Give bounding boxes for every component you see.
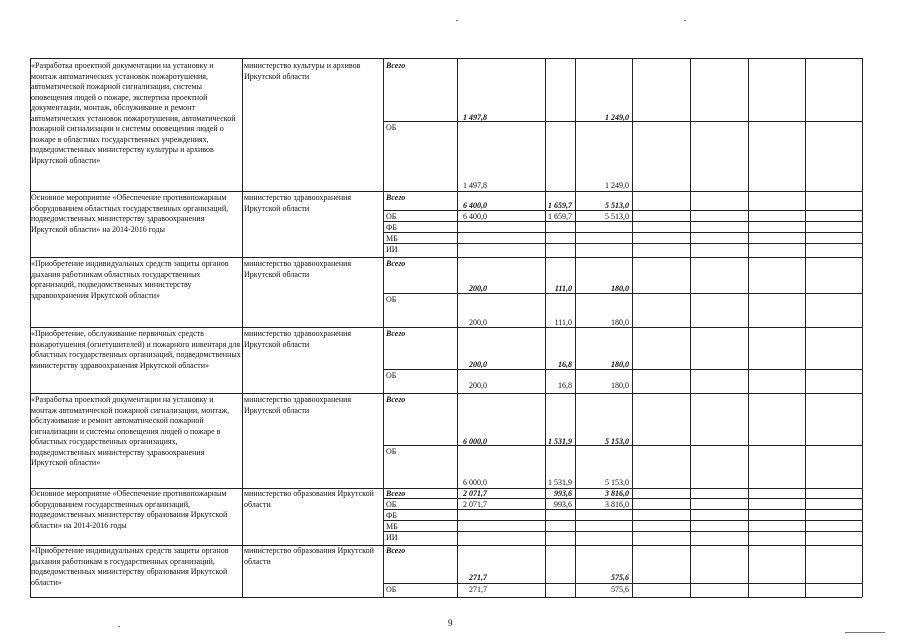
value-cell: 180,0: [611, 318, 629, 327]
row-description: «Приобретение индивидуальных средств защиты органов дыхания работникам в государственных организаций, подведомственных министерству образования Иркутской области»: [31, 546, 229, 587]
value-cell: 993,6: [554, 500, 572, 509]
row-line-label: ОБ: [386, 123, 397, 132]
value-cell: 1 249,0: [605, 113, 629, 122]
value-cell: 5 513,0: [605, 212, 629, 221]
grid-vline: [862, 58, 863, 597]
row-line-label: МБ: [386, 234, 398, 243]
row-description: «Приобретение, обслуживание первичных средств пожаротушения (огнетушителей) и пожарного инвентаря для областных государственных организаций, подведомственных министерству здравоохранения Иркутской области»: [31, 329, 241, 370]
value-cell: 180,0: [611, 381, 629, 390]
row-executor: министерство здравоохранения Иркутской области: [244, 259, 352, 279]
grid-hline: [383, 520, 862, 521]
row-line-label: ОБ: [386, 585, 397, 594]
row-line-label: Всего: [386, 259, 406, 268]
value-cell: 6 400,0: [463, 201, 487, 210]
row-executor: министерство образования Иркутской области: [244, 489, 374, 509]
value-cell: 1 659,7: [548, 201, 572, 210]
value-cell: 3 816,0: [605, 500, 629, 509]
row-executor: министерство образования Иркутской области: [244, 546, 374, 566]
value-cell: 1 531,9: [548, 437, 572, 446]
row-line-label: Всего: [386, 546, 406, 555]
value-cell: 6 000,0: [463, 478, 487, 487]
row-executor: министерство здравоохранения Иркутской области: [244, 329, 352, 349]
row-line-label: ОБ: [386, 371, 397, 380]
value-cell: 200,0: [469, 318, 487, 327]
value-cell: 1 497,8: [463, 113, 487, 122]
grid-hline: [30, 191, 862, 192]
value-cell: 16,8: [558, 381, 572, 390]
grid-hline: [30, 597, 862, 598]
scan-speck: [684, 20, 686, 21]
row-description: «Разработка проектной документации на установку и монтаж автоматической пожарной сигнализации, монтаж, обслуживание и ремонт автоматической пожарной сигнализации и системы оповещения людей о пожаре в областных государственных организациях, подведомственных министерству здравоохранения Иркутской области»: [31, 395, 230, 467]
row-description: Основное мероприятие «Обеспечение противопожарным оборудованием областных государственных организаций, подведомственных министерству здравоохранения Иркутской области» на 2014-2016 годы: [31, 193, 229, 234]
value-cell: 1 531,9: [548, 478, 572, 487]
row-executor: министерство культуры и архивов Иркутской области: [244, 61, 361, 81]
value-cell: 5 513,0: [605, 201, 629, 210]
row-line-label: ИИ: [386, 533, 398, 542]
row-description: «Разработка проектной документации на установку и монтаж автоматических установок пожаротушения, автоматической пожарной сигнализации, системы оповещения людей о пожаре, экспертиза проектной документации, монтаж, обслуживание и ремонт автоматических установок пожаротушения, автоматической пожарной сигнализации и системы оповещения людей о пожаре в областных государственных учреждениях, подведомственных министерству культуры и архивов Иркутской области»: [31, 61, 236, 165]
row-line-label: МБ: [386, 522, 398, 531]
grid-hline: [383, 232, 862, 233]
scan-speck: [456, 20, 458, 21]
grid-hline: [30, 257, 862, 258]
row-line-label: ОБ: [386, 295, 397, 304]
value-cell: 2 071,7: [463, 500, 487, 509]
row-executor: министерство здравоохранения Иркутской области: [244, 395, 352, 415]
row-line-label: Всего: [386, 395, 406, 404]
row-line-label: Всего: [386, 61, 406, 70]
row-line-label: ОБ: [386, 447, 397, 456]
value-cell: 6 000,0: [463, 437, 487, 446]
grid-hline: [383, 243, 862, 244]
page-number: 9: [448, 618, 453, 628]
grid-hline: [383, 531, 862, 532]
value-cell: 271,7: [469, 573, 487, 582]
row-description: Основное мероприятие «Обеспечение противопожарным оборудованием государственных организаций, подведомственных министерству образования Иркутской области» на 2014-2016 годы: [31, 489, 228, 530]
value-cell: 1 659,7: [548, 212, 572, 221]
value-cell: 5 153,0: [605, 478, 629, 487]
value-cell: 993,6: [554, 489, 572, 498]
row-line-label: Всего: [386, 329, 406, 338]
value-cell: 1 249,0: [605, 181, 629, 190]
value-cell: 1 497,8: [463, 181, 487, 190]
value-cell: 111,0: [554, 318, 572, 327]
value-cell: 16,8: [558, 360, 572, 369]
row-line-label: ФБ: [386, 223, 397, 232]
row-line-label: Всего: [386, 489, 406, 498]
value-cell: 575,6: [611, 573, 629, 582]
row-line-label: ИИ: [386, 245, 398, 254]
value-cell: 3 816,0: [605, 489, 629, 498]
row-line-label: Всего: [386, 193, 406, 202]
row-line-label: ФБ: [386, 511, 397, 520]
value-cell: 200,0: [469, 360, 487, 369]
value-cell: 6 400,0: [463, 212, 487, 221]
row-line-label: ОБ: [386, 500, 397, 509]
grid-hline: [383, 583, 862, 584]
row-description: «Приобретение индивидуальных средств защиты органов дыхания работникам областных государственных организаций, подведомственных министерству здравоохранения Иркутской области»: [31, 259, 229, 300]
value-cell: 2 071,7: [463, 489, 487, 498]
value-cell: 200,0: [469, 381, 487, 390]
row-executor: министерство здравоохранения Иркутской области: [244, 193, 352, 213]
row-line-label: ОБ: [386, 212, 397, 221]
value-cell: 180,0: [611, 284, 629, 293]
scan-speck: [845, 632, 885, 633]
value-cell: 200,0: [469, 284, 487, 293]
grid-hline: [30, 58, 862, 59]
value-cell: 271,7: [469, 585, 487, 594]
value-cell: 5 153,0: [605, 437, 629, 446]
grid-hline: [30, 393, 862, 394]
value-cell: 111,0: [554, 284, 572, 293]
value-cell: 575,6: [611, 585, 629, 594]
value-cell: 180,0: [611, 360, 629, 369]
scan-speck: [118, 626, 120, 627]
